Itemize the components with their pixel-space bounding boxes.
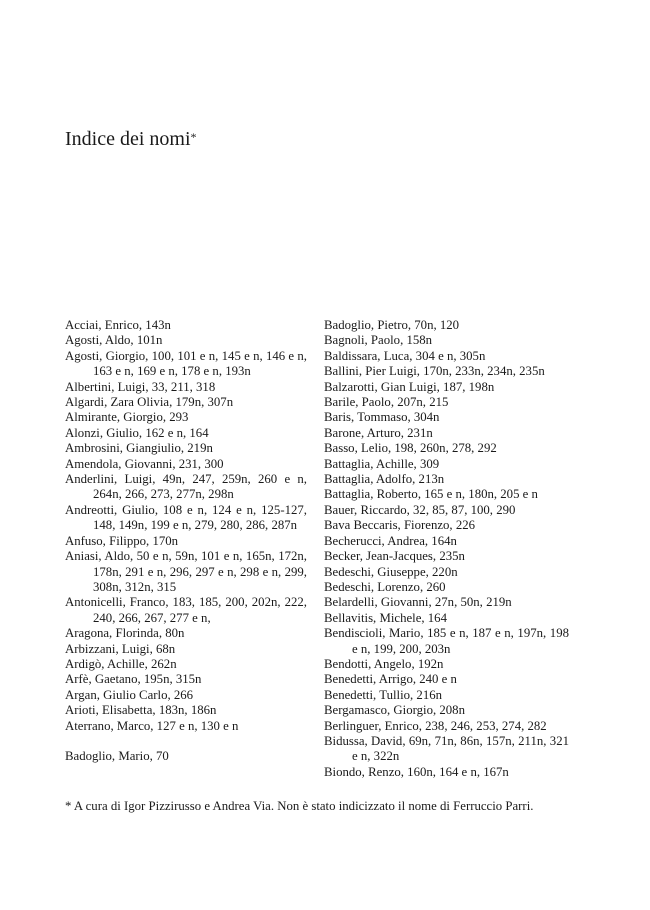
index-entry: Bava Beccaris, Fiorenzo, 226	[324, 518, 476, 533]
index-entry: Battaglia, Achille, 309	[324, 456, 440, 471]
title-footnote-mark: *	[190, 130, 197, 145]
index-entry: Amendola, Giovanni, 231, 300	[65, 456, 224, 471]
index-entry: Becker, Jean-Jacques, 235n	[324, 549, 465, 564]
index-entry: Berlinguer, Enrico, 238, 246, 253, 274, 282	[324, 718, 547, 733]
index-entry: Almirante, Giorgio, 293	[65, 410, 189, 425]
index-entry: Bendotti, Angelo, 192n	[324, 656, 444, 671]
title-text: Indice dei nomi	[65, 128, 191, 151]
index-entry: Ambrosini, Giangiulio, 219n	[65, 441, 213, 456]
index-entry: Barone, Arturo, 231n	[324, 425, 433, 440]
index-entry: Ballini, Pier Luigi, 170n, 233n, 234n, 235n	[324, 364, 545, 379]
index-entry: Andreotti, Giulio, 108 e n, 124 e n, 125-127, 148, 149n, 199 e n, 279, 280, 286, 287n	[65, 502, 307, 533]
index-entry: Battaglia, Adolfo, 213n	[324, 472, 445, 487]
index-entry: Albertini, Luigi, 33, 211, 318	[65, 379, 216, 394]
index-entry: Alonzi, Giulio, 162 e n, 164	[65, 425, 209, 440]
index-entry: Badoglio, Mario, 70	[65, 749, 169, 764]
index-column-left	[65, 318, 307, 765]
index-entry: Arfè, Gaetano, 195n, 315n	[65, 672, 202, 687]
index-entry: Baldissara, Luca, 304 e n, 305n	[324, 348, 486, 363]
index-entry: Bagnoli, Paolo, 158n	[324, 333, 433, 348]
index-entry: Bidussa, David, 69n, 71n, 86n, 157n, 211n, 321 e n, 322n	[324, 733, 569, 764]
index-entry: Balzarotti, Gian Luigi, 187, 198n	[324, 379, 495, 394]
index-entry: Benedetti, Arrigo, 240 e n	[324, 672, 457, 687]
index-entry: Arioti, Elisabetta, 183n, 186n	[65, 703, 217, 718]
index-entry: Battaglia, Roberto, 165 e n, 180n, 205 e n	[324, 487, 538, 502]
index-entry: Aterrano, Marco, 127 e n, 130 e n	[65, 718, 239, 733]
index-entry: Agosti, Aldo, 101n	[65, 333, 163, 348]
index-entry: Bergamasco, Giorgio, 208n	[324, 703, 465, 718]
index-entry: Bedeschi, Giuseppe, 220n	[324, 564, 458, 579]
index-entry: Bauer, Riccardo, 32, 85, 87, 100, 290	[324, 502, 516, 517]
index-entry: Biondo, Renzo, 160n, 164 e n, 167n	[324, 764, 509, 779]
index-entry: Acciai, Enrico, 143n	[65, 318, 171, 332]
index-entry: Antonicelli, Franco, 183, 185, 200, 202n, 222, 240, 266, 267, 277 e n,	[65, 595, 307, 625]
index-column-right	[324, 318, 569, 780]
index-entry: Becherucci, Andrea, 164n	[324, 533, 457, 548]
page-title	[65, 127, 197, 151]
index-entry: Benedetti, Tullio, 216n	[324, 687, 443, 702]
index-entry: Basso, Lelio, 198, 260n, 278, 292	[324, 441, 497, 456]
index-entry: Arbizzani, Luigi, 68n	[65, 641, 176, 656]
index-entry: Anfuso, Filippo, 170n	[65, 533, 179, 548]
index-entry: Baris, Tommaso, 304n	[324, 410, 440, 425]
index-entry: Anderlini, Luigi, 49n, 247, 259n, 260 e n, 264n, 266, 273, 277n, 298n	[65, 472, 307, 502]
footnote: * A cura di Igor Pizzirusso e Andrea Via. Non è stato indicizzato il nome di Ferruccio Parri.	[65, 799, 534, 813]
index-entry: Bellavitis, Michele, 164	[324, 610, 447, 625]
index-entry: Ardigò, Achille, 262n	[65, 656, 177, 671]
index-entry: Algardi, Zara Olivia, 179n, 307n	[65, 395, 234, 410]
index-entry: Agosti, Giorgio, 100, 101 e n, 145 e n, 146 e n, 163 e n, 169 e n, 178 e n, 193n	[65, 348, 307, 379]
index-entry: Bedeschi, Lorenzo, 260	[324, 579, 446, 594]
index-entry: Argan, Giulio Carlo, 266	[65, 687, 194, 702]
index-entry: Belardelli, Giovanni, 27n, 50n, 219n	[324, 595, 512, 610]
index-entry: Barile, Paolo, 207n, 215	[324, 395, 449, 410]
index-entry: Aniasi, Aldo, 50 e n, 59n, 101 e n, 165n, 172n, 178n, 291 e n, 296, 297 e n, 298 e n, 299, 308n, 312n, 315	[65, 549, 307, 594]
index-entry: Aragona, Florinda, 80n	[65, 626, 185, 641]
index-entry: Badoglio, Pietro, 70n, 120	[324, 318, 460, 332]
index-entry: Bendiscioli, Mario, 185 e n, 187 e n, 197n, 198 e n, 199, 200, 203n	[324, 626, 569, 656]
